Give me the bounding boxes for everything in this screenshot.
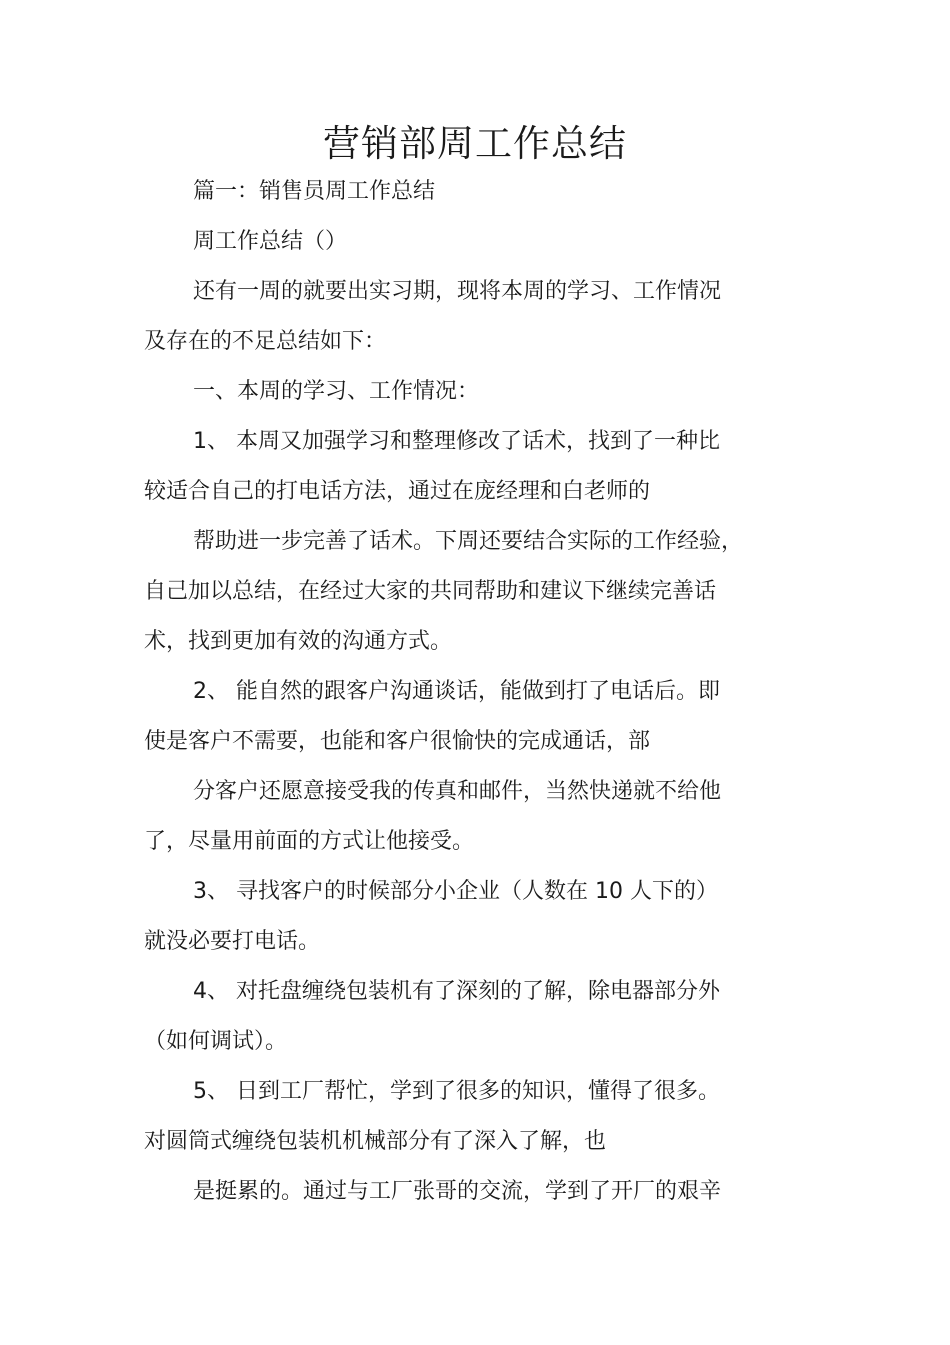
list-item-5-line: 5、 日到工厂帮忙，学到了很多的知识，懂得了很多。 <box>193 1079 720 1104</box>
list-item-4-line: （如何调试）。 <box>144 1029 288 1054</box>
list-item-2-line: 分客户还愿意接受我的传真和邮件，当然快递就不给他 <box>193 779 722 804</box>
section-heading: 一、本周的学习、工作情况： <box>193 379 480 404</box>
section-heading-part-one: 篇一：销售员周工作总结 <box>193 179 436 204</box>
list-item-1-line: 自己加以总结，在经过大家的共同帮助和建议下继续完善话 <box>144 579 717 604</box>
document-title: 营销部周工作总结 <box>323 122 627 165</box>
list-item-2-line: 了，尽量用前面的方式让他接受。 <box>144 829 475 854</box>
list-item-5-line: 是挺累的。通过与工厂张哥的交流，学到了开厂的艰辛 <box>193 1179 722 1204</box>
list-item-1-line: 帮助进一步完善了话术。下周还要结合实际的工作经验， <box>193 529 744 554</box>
list-item-4-line: 4、 对托盘缠绕包装机有了深刻的了解，除电器部分外 <box>193 979 720 1004</box>
list-item-3-line: 3、 寻找客户的时候部分小企业（人数在 10 人下的） <box>193 879 718 904</box>
list-item-1-line: 1、 本周又加强学习和整理修改了话术，找到了一种比 <box>193 429 720 454</box>
list-item-2-line: 2、 能自然的跟客户沟通谈话，能做到打了电话后。即 <box>193 679 720 704</box>
list-item-1-line: 术，找到更加有效的沟通方式。 <box>144 629 453 654</box>
paragraph-line: 及存在的不足总结如下： <box>144 329 387 354</box>
list-item-2-line: 使是客户不需要，也能和客户很愉快的完成通话，部 <box>144 729 651 754</box>
summary-subtitle: 周工作总结（） <box>193 229 348 254</box>
paragraph-line: 还有一周的就要出实习期，现将本周的学习、工作情况 <box>193 279 722 304</box>
list-item-3-line: 就没必要打电话。 <box>144 929 321 954</box>
list-item-1-line: 较适合自己的打电话方法，通过在庞经理和白老师的 <box>144 479 651 504</box>
list-item-5-line: 对圆筒式缠绕包装机机械部分有了深入了解，也 <box>144 1129 607 1154</box>
